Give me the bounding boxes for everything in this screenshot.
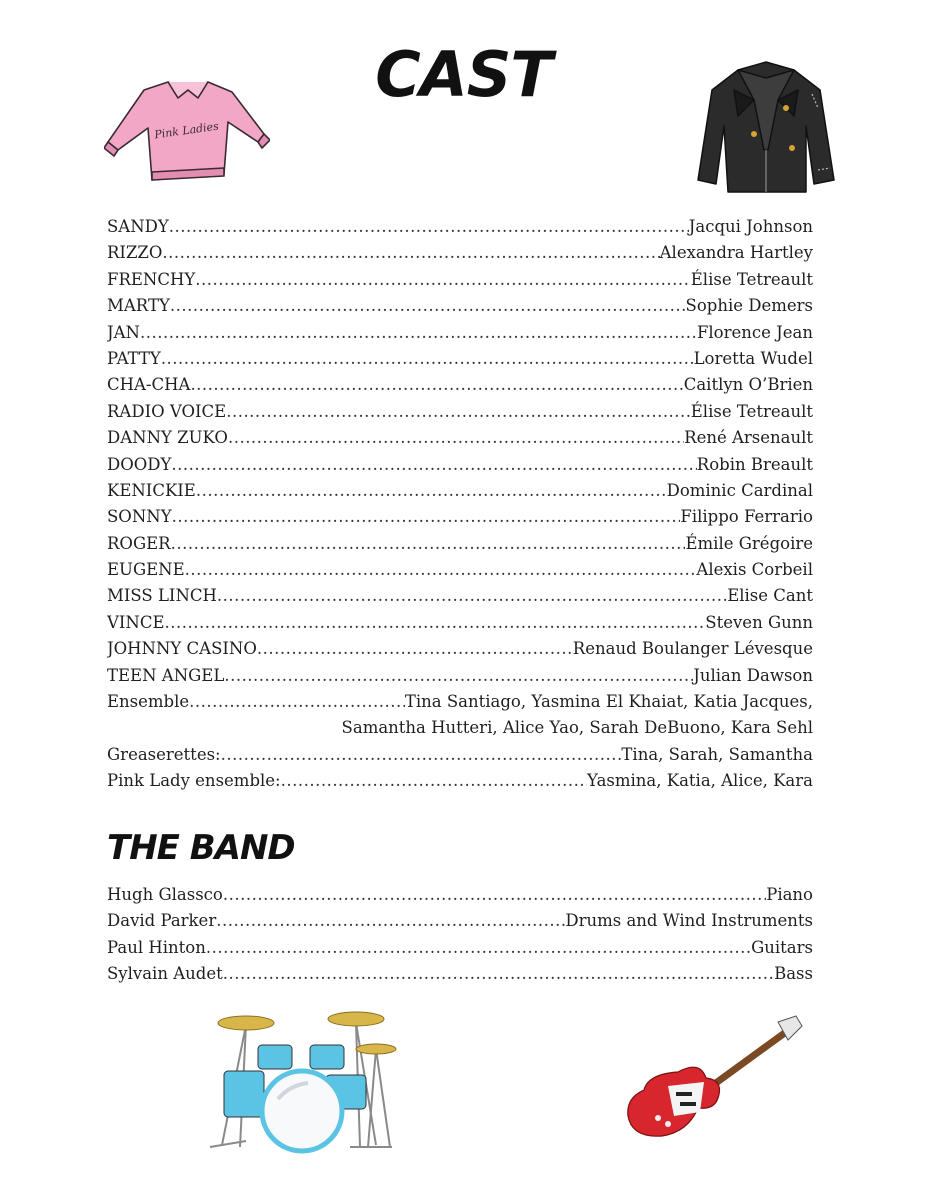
role-name: CHA-CHA bbox=[107, 375, 191, 395]
cast-title: CAST bbox=[375, 38, 552, 111]
dot-leader bbox=[172, 504, 681, 530]
ensemble-continued: Samantha Hutteri, Alice Yao, Sarah DeBuono, Kara Sehl bbox=[341, 718, 813, 738]
role-name: Greaserettes: bbox=[107, 744, 221, 764]
musician-name: Paul Hinton bbox=[107, 937, 206, 957]
performer-name: Julian Dawson bbox=[693, 665, 813, 685]
cast-list bbox=[107, 214, 813, 795]
performer-name: Yasmina, Katia, Alice, Kara bbox=[586, 771, 813, 791]
cast-row bbox=[107, 636, 813, 662]
performer-name: Steven Gunn bbox=[705, 612, 813, 632]
band-row bbox=[107, 961, 813, 987]
role-name: RIZZO bbox=[107, 243, 163, 263]
cast-row bbox=[107, 663, 813, 689]
dot-leader bbox=[226, 399, 691, 425]
performer-name: Elise Cant bbox=[727, 586, 813, 606]
band-row bbox=[107, 882, 813, 908]
musician-name: Sylvain Audet bbox=[107, 964, 223, 984]
cast-row bbox=[107, 531, 813, 557]
dot-leader bbox=[216, 908, 565, 934]
dot-leader bbox=[189, 689, 405, 715]
dot-leader bbox=[228, 425, 684, 451]
role-name: JOHNNY CASINO bbox=[107, 639, 257, 659]
band-row bbox=[107, 908, 813, 934]
performer-name: Sophie Demers bbox=[685, 296, 813, 316]
performer-name: Caitlyn O’Brien bbox=[683, 375, 813, 395]
role-name: DOODY bbox=[107, 454, 172, 474]
cast-row bbox=[107, 240, 813, 266]
cast-row bbox=[107, 346, 813, 372]
cast-row bbox=[107, 267, 813, 293]
dot-leader bbox=[190, 372, 683, 398]
role-name: Ensemble bbox=[107, 692, 190, 712]
role-name: MISS LINCH bbox=[107, 586, 217, 606]
dot-leader bbox=[281, 768, 587, 794]
performer-name: Alexandra Hartley bbox=[659, 243, 813, 263]
role-name: SONNY bbox=[107, 507, 172, 527]
role-name: DANNY ZUKO bbox=[107, 428, 228, 448]
performer-name: Dominic Cardinal bbox=[666, 480, 813, 500]
performer-name: Filippo Ferrario bbox=[680, 507, 813, 527]
cast-row bbox=[107, 557, 813, 583]
role-name: ROGER bbox=[107, 533, 171, 553]
pink-jacket-lettering: Pink Ladies bbox=[153, 119, 220, 142]
performer-name: Tina, Sarah, Samantha bbox=[621, 744, 813, 764]
cast-row bbox=[107, 504, 813, 530]
drum-kit-icon bbox=[200, 1005, 400, 1155]
performer-name: Élise Tetreault bbox=[690, 269, 813, 289]
role-name: RADIO VOICE bbox=[107, 401, 227, 421]
cast-row bbox=[107, 478, 813, 504]
dot-leader bbox=[171, 452, 696, 478]
performer-name: Renaud Boulanger Lévesque bbox=[572, 639, 813, 659]
dot-leader bbox=[217, 583, 727, 609]
dot-leader bbox=[185, 557, 697, 583]
dot-leader bbox=[223, 961, 774, 987]
role-name: EUGENE bbox=[107, 560, 185, 580]
performer-name: Jacqui Johnson bbox=[688, 217, 813, 236]
pink-ladies-jacket-icon bbox=[104, 76, 270, 186]
dot-leader bbox=[257, 636, 573, 662]
dot-leader bbox=[224, 663, 693, 689]
dot-leader bbox=[140, 320, 697, 346]
performer-name: Florence Jean bbox=[696, 322, 813, 342]
instrument-name: Drums and Wind Instruments bbox=[565, 911, 813, 931]
dot-leader bbox=[170, 293, 686, 319]
cast-row bbox=[107, 214, 813, 240]
performer-name: Élise Tetreault bbox=[690, 401, 813, 421]
cast-row bbox=[107, 293, 813, 319]
performer-name: Loretta Wudel bbox=[693, 348, 813, 368]
cast-row bbox=[107, 768, 813, 794]
cast-row bbox=[107, 372, 813, 398]
role-name: PATTY bbox=[107, 348, 161, 368]
dot-leader bbox=[162, 240, 659, 266]
cast-row bbox=[107, 320, 813, 346]
musician-name: Hugh Glassco bbox=[107, 885, 223, 904]
performer-name: Émile Grégoire bbox=[685, 533, 813, 553]
cast-row bbox=[107, 610, 813, 636]
instrument-name: Guitars bbox=[751, 937, 813, 957]
role-name: JAN bbox=[107, 322, 140, 342]
cast-row bbox=[107, 399, 813, 425]
leather-jacket-icon bbox=[694, 60, 838, 200]
dot-leader bbox=[206, 935, 751, 961]
role-name: KENICKIE bbox=[107, 480, 196, 500]
electric-guitar-icon bbox=[618, 1012, 804, 1152]
dot-leader bbox=[223, 882, 766, 908]
cast-row bbox=[107, 742, 813, 768]
performer-name: Alexis Corbeil bbox=[696, 560, 813, 580]
musician-name: David Parker bbox=[107, 911, 217, 931]
instrument-name: Piano bbox=[766, 885, 813, 904]
band-row bbox=[107, 935, 813, 961]
cast-row bbox=[107, 452, 813, 478]
role-name: FRENCHY bbox=[107, 269, 196, 289]
role-name: MARTY bbox=[107, 296, 170, 316]
role-name: Pink Lady ensemble: bbox=[107, 771, 281, 791]
performer-name: René Arsenault bbox=[684, 428, 813, 448]
dot-leader bbox=[195, 267, 691, 293]
cast-row bbox=[107, 425, 813, 451]
dot-leader bbox=[196, 478, 667, 504]
performer-name: Tina Santiago, Yasmina El Khaiat, Katia Jacques, bbox=[404, 692, 813, 712]
cast-row bbox=[107, 583, 813, 609]
role-name: VINCE bbox=[107, 612, 165, 632]
dot-leader bbox=[161, 346, 694, 372]
band-list bbox=[107, 882, 813, 988]
role-name: TEEN ANGEL bbox=[107, 665, 225, 685]
role-name: SANDY bbox=[107, 217, 169, 236]
dot-leader bbox=[169, 214, 689, 240]
performer-name: Robin Breault bbox=[696, 454, 813, 474]
dot-leader bbox=[221, 742, 622, 768]
dot-leader bbox=[171, 531, 686, 557]
dot-leader bbox=[165, 610, 706, 636]
instrument-name: Bass bbox=[774, 964, 813, 984]
band-title: THE BAND bbox=[107, 828, 295, 868]
cast-row bbox=[107, 689, 813, 715]
